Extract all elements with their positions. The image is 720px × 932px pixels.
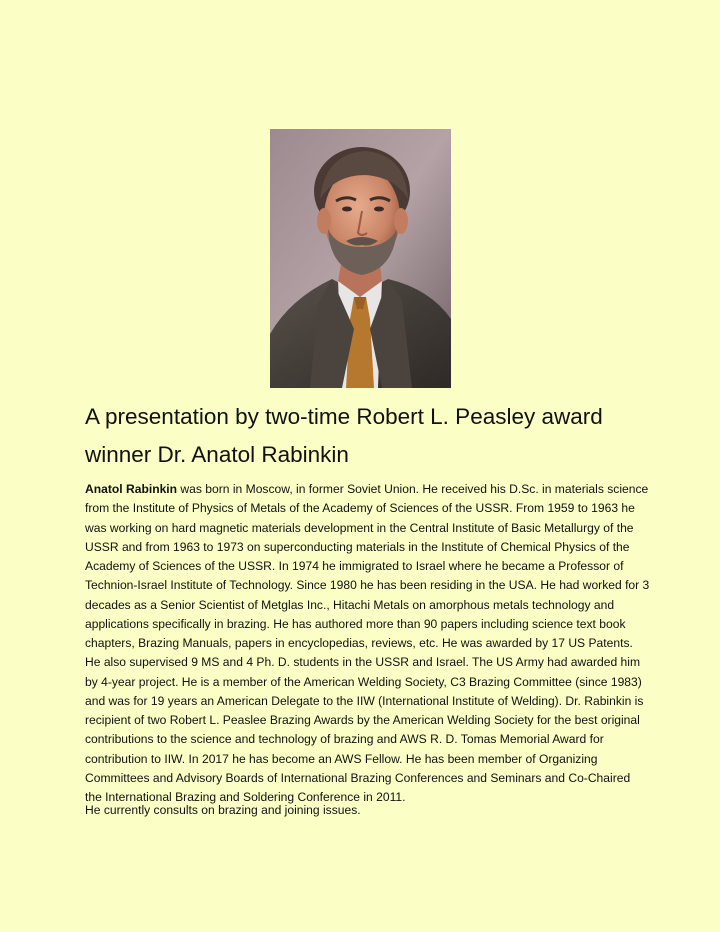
- page-title: A presentation by two-time Robert L. Peasley award winner Dr. Anatol Rabinkin: [85, 404, 603, 467]
- portrait-illustration: [270, 129, 451, 388]
- biography-paragraph: [85, 480, 650, 807]
- portrait-photo: [270, 129, 451, 388]
- closing-paragraph: He currently consults on brazing and joining issues.: [85, 803, 361, 817]
- bio-text: was born in Moscow, in former Soviet Union. He received his D.Sc. in materials science from the Institute of Physics of Metals of the Academy of Sciences of the USSR. From 1959 to 1963 he was working on hard magnetic materials development in the Central Institute of Basic Metallurgy of the USSR and from 1963 to 1973 on superconducting materials in the Institute of Chemical Physics of the Academy of Sciences of the USSR. In 1974 he immigrated to Israel where he became a Professor of Technion-Israel Institute of Technology. Since 1980 he has been residing in the USA. He had worked for 3 decades as a Senior Scientist of Metglas Inc., Hitachi Metals on amorphous metals technology and applications specifically in brazing. He has authored more than 90 papers including science text book chapters, Brazing Manuals, papers in encyclopedias, reviews, etc. He was awarded by 17 US Patents. He also supervised 9 MS and 4 Ph. D. students in the USSR and Israel. The US Army had awarded him by 4-year project. He is a member of the American Welding Society, C3 Brazing Committee (since 1983) and was for 19 years an American Delegate to the IIW (International Institute of Welding). Dr. Rabinkin is recipient of two Robert L. Peaslee Brazing Awards by the American Welding Society for the best original contributions to the science and technology of brazing and AWS R. D. Tomas Memorial Award for contribution to IIW. In 2017 he has become an AWS Fellow. He has been member of Organizing Committees and Advisory Boards of International Brazing Conferences and Seminars and Co-Chaired the International Brazing and Soldering Conference in 2011.: [85, 482, 650, 804]
- bio-name: Anatol Rabinkin: [85, 482, 178, 496]
